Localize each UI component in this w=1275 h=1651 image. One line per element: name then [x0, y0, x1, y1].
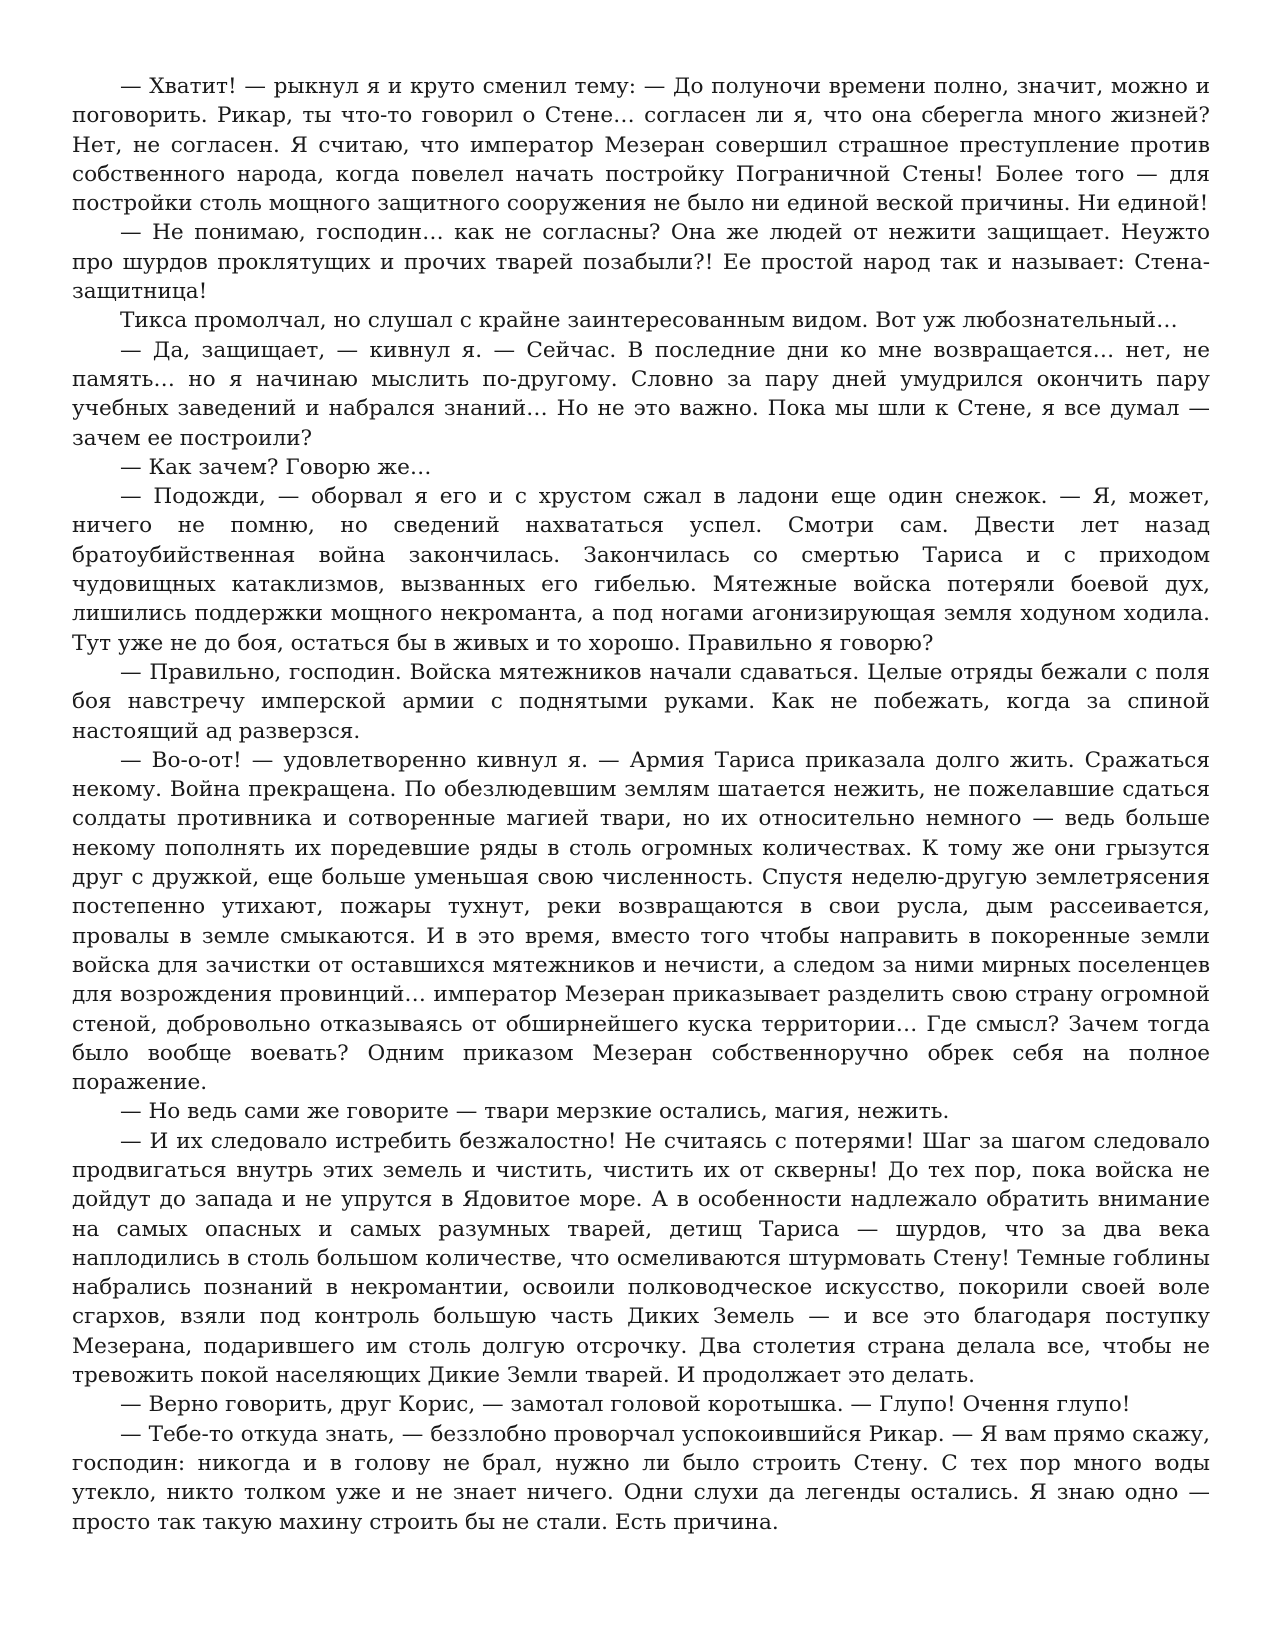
paragraph: — Во-о-от! — удовлетворенно кивнул я. — Армия Тариса приказала долго жить. Сражаться некому. Война прекращена. По обезлюдевшим землям шатается нежить, не пожелавшие сдаться солдаты противника и сотворенные магией твари, но их относительно немного — ведь больше некому пополнять их поредевшие ряды в столь огромных количествах. К тому же они грызутся друг с дружкой, еще больше уменьшая свою численность. Спустя неделю-другую землетрясения постепенно утихают, пожары тухнут, реки возвращаются в свои русла, дым рассеивается, провалы в земле смыкаются. И в это время, вместо того чтобы направить в покоренные земли войска для зачистки от оставшихся мятежников и нечисти, а следом за ними мирных поселенцев для возрождения провинций… император Мезеран приказывает разделить свою страну огромной стеной, добровольно отказываясь от обширнейшего куска территории… Где смысл? Зачем тогда было вообще воевать? Одним приказом Мезеран собственноручно обрек себя на полное поражение.	[72, 747, 1210, 1096]
paragraph: — Подожди, — оборвал я его и с хрустом сжал в ладони еще один снежок. — Я, может, ничего не помню, но сведений нахвататься успел. Смотри сам. Двести лет назад братоубийственная война закончилась. Закончилась со смертью Тариса и с приходом чудовищных катаклизмов, вызванных его гибелью. Мятежные войска потеряли боевой дух, лишились поддержки мощного некроманта, а под ногами агонизирующая земля ходуном ходила. Тут уже не до боя, остаться бы в живых и то хорошо. Правильно я говорю?	[72, 484, 1210, 656]
paragraph: Тикса промолчал, но слушал с крайне заинтересованным видом. Вот уж любознательный…	[120, 308, 1178, 334]
book-page	[72, 72, 1210, 1537]
paragraph: — Верно говорить, друг Корис, — замотал головой коротышка. — Глупо! Очення глупо!	[120, 1392, 1131, 1418]
paragraph: — Правильно, господин. Войска мятежников начали сдаваться. Целые отряды бежали с поля боя навстречу имперской армии с поднятыми руками. Как не побежать, когда за спиной настоящий ад разверзся.	[72, 659, 1210, 744]
paragraph: — Не понимаю, господин… как не согласны? Она же людей от нежити защищает. Неужто про шурдов проклятущих и прочих тварей позабыли?! Ее простой народ так и называет: Стена-защитница!	[72, 220, 1210, 305]
paragraph: — Как зачем? Говорю же…	[120, 454, 432, 480]
paragraph: — Да, защищает, — кивнул я. — Сейчас. В последние дни ко мне возвращается… нет, не память… но я начинаю мыслить по-другому. Словно за пару дней умудрился окончить пару учебных заведений и набрался знаний… Но не это важно. Пока мы шли к Стене, я все думал — зачем ее построили?	[72, 337, 1210, 451]
paragraph: — И их следовало истребить безжалостно! Не считаясь с потерями! Шаг за шагом следовало продвигаться внутрь этих земель и чистить, чистить их от скверны! До тех пор, пока войска не дойдут до запада и не упрутся в Ядовитое море. А в особенности надлежало обратить внимание на самых опасных и самых разумных тварей, детищ Тариса — шурдов, что за два века наплодились в столь большом количестве, что осмеливаются штурмовать Стену! Темные гоблины набрались познаний в некромантии, освоили полководческое искусство, покорили своей воле сгархов, взяли под контроль большую часть Диких Земель — и все это благодаря поступку Мезерана, подарившего им столь долгую отсрочку. Два столетия страна делала все, чтобы не тревожить покой населяющих Дикие Земли тварей. И продолжает это делать.	[72, 1128, 1210, 1389]
paragraph: — Хватит! — рыкнул я и круто сменил тему: — До полуночи времени полно, значит, можно и поговорить. Рикар, ты что-то говорил о Стене… согласен ли я, что она сберегла много жизней? Нет, не согласен. Я считаю, что император Мезеран совершил страшное преступление против собственного народа, когда повелел начать постройку Пограничной Стены! Более того — для постройки столь мощного защитного сооружения не было ни единой веской причины. Ни единой!	[72, 74, 1210, 217]
paragraph: — Но ведь сами же говорите — твари мерзкие остались, магия, нежить.	[120, 1099, 950, 1125]
paragraph: — Тебе-то откуда знать, — беззлобно проворчал успокоившийся Рикар. — Я вам прямо скажу, господин: никогда и в голову не брал, нужно ли было строить Стену. С тех пор много воды утекло, никто толком уже и не знает ничего. Одни слухи да легенды остались. Я знаю одно — просто так такую махину строить бы не стали. Есть причина.	[72, 1421, 1210, 1535]
